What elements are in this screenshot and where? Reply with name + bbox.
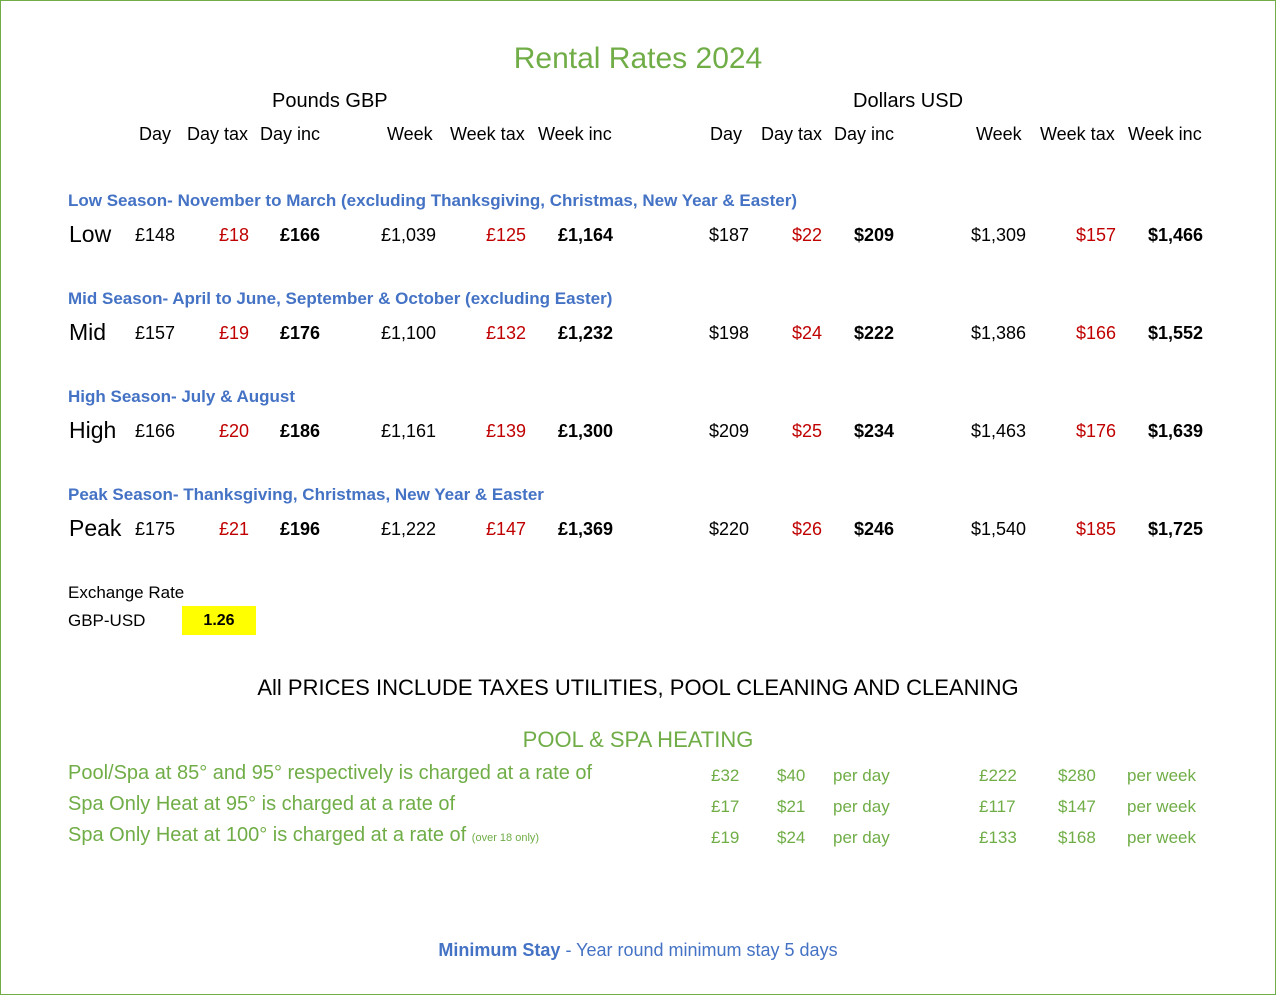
rate-cell-gbp-week: £1,039 (381, 225, 437, 245)
heating-week-gbp: £222 (979, 766, 1017, 785)
season-label-high: High (69, 417, 117, 443)
season-heading-low: Low Season- November to March (excluding Thanksgiving, Christmas, New Year & Easter) (68, 191, 797, 210)
heating-week-usd: $280 (1058, 766, 1096, 785)
rate-cell-gbp-week-inc: £1,369 (558, 519, 614, 539)
rate-cell-gbp-week-tax: £147 (486, 519, 527, 539)
season-label-peak: Peak (69, 515, 122, 541)
col-header-usd-day-inc: Day inc (834, 124, 895, 144)
season-label-mid: Mid (69, 319, 107, 345)
rate-cell-gbp-week: £1,100 (381, 323, 437, 343)
page-title: Rental Rates 2024 (513, 42, 763, 75)
heating-row-desc: Spa Only Heat at 100° is charged at a rate of (over 18 only) (68, 824, 540, 846)
rate-cell-gbp-day-tax: £19 (219, 323, 250, 343)
rate-cell-gbp-week-inc: £1,164 (558, 225, 614, 245)
rate-cell-usd-week-inc: $1,639 (1148, 421, 1204, 441)
rate-cell-gbp-day: £175 (135, 519, 176, 539)
col-header-usd-day: Day (710, 124, 743, 144)
rate-cell-usd-day-tax: $22 (792, 225, 823, 245)
heating-week-usd: $168 (1058, 828, 1096, 847)
rate-cell-gbp-week: £1,161 (381, 421, 437, 441)
rate-cell-usd-week-inc: $1,552 (1148, 323, 1204, 343)
rate-cell-gbp-day-inc: £186 (280, 421, 321, 441)
exchange-pair-label: GBP-USD (68, 611, 146, 630)
minimum-stay-note: Minimum Stay - Year round minimum stay 5 days (438, 940, 838, 960)
rate-cell-gbp-week: £1,222 (381, 519, 437, 539)
col-header-usd-week: Week (976, 124, 1022, 144)
rate-cell-gbp-day-tax: £18 (219, 225, 250, 245)
heating-per-week-label: per week (1127, 797, 1196, 816)
rate-cell-usd-week: $1,463 (971, 421, 1027, 441)
rate-cell-gbp-day-inc: £176 (280, 323, 321, 343)
rate-cell-usd-day: $220 (709, 519, 750, 539)
rate-cell-gbp-week-inc: £1,300 (558, 421, 614, 441)
rate-cell-usd-week-tax: $157 (1076, 225, 1117, 245)
col-header-gbp-day-inc: Day inc (260, 124, 321, 144)
col-header-gbp-day-tax: Day tax (187, 124, 249, 144)
rate-cell-usd-day-tax: $24 (792, 323, 823, 343)
rate-cell-usd-day: $187 (709, 225, 750, 245)
currency-header-usd: Dollars USD (853, 90, 964, 112)
season-heading-high: High Season- July & August (68, 387, 296, 406)
rate-cell-usd-week: $1,386 (971, 323, 1027, 343)
col-header-usd-week-inc: Week inc (1128, 124, 1202, 144)
rate-cell-gbp-week-tax: £139 (486, 421, 527, 441)
rate-cell-gbp-week-inc: £1,232 (558, 323, 614, 343)
heating-row-desc: Spa Only Heat at 95° is charged at a rate of (68, 793, 456, 815)
col-header-usd-day-tax: Day tax (761, 124, 823, 144)
heating-per-day-label: per day (833, 828, 890, 847)
exchange-rate-value: 1.26 (182, 606, 256, 635)
season-heading-mid: Mid Season- April to June, September & October (excluding Easter) (68, 289, 613, 308)
col-header-gbp-day: Day (139, 124, 172, 144)
rate-cell-usd-day-inc: $222 (854, 323, 895, 343)
all-prices-note: All PRICES INCLUDE TAXES UTILITIES, POOL CLEANING AND CLEANING (257, 675, 1019, 700)
heating-per-week-label: per week (1127, 766, 1196, 785)
rate-cell-usd-week-tax: $176 (1076, 421, 1117, 441)
heating-day-gbp: £19 (711, 828, 740, 847)
exchange-rate-label: Exchange Rate (68, 583, 185, 602)
heating-day-usd: $40 (777, 766, 806, 785)
rate-cell-gbp-day-inc: £166 (280, 225, 321, 245)
heating-day-usd: $21 (777, 797, 806, 816)
col-header-gbp-week: Week (387, 124, 433, 144)
col-header-gbp-week-inc: Week inc (538, 124, 612, 144)
rate-cell-gbp-day-tax: £20 (219, 421, 250, 441)
rate-cell-usd-day-inc: $234 (854, 421, 895, 441)
rate-cell-usd-day: $209 (709, 421, 750, 441)
rate-cell-gbp-day: £166 (135, 421, 176, 441)
heating-day-usd: $24 (777, 828, 806, 847)
rate-cell-usd-week-inc: $1,466 (1148, 225, 1204, 245)
heating-per-day-label: per day (833, 766, 890, 785)
heating-day-gbp: £17 (711, 797, 740, 816)
rate-cell-usd-week-inc: $1,725 (1148, 519, 1204, 539)
rate-cell-gbp-day-tax: £21 (219, 519, 250, 539)
season-heading-peak: Peak Season- Thanksgiving, Christmas, New Year & Easter (68, 485, 544, 504)
rate-cell-usd-day-inc: $209 (854, 225, 895, 245)
heating-per-week-label: per week (1127, 828, 1196, 847)
col-header-usd-week-tax: Week tax (1040, 124, 1115, 144)
heating-week-gbp: £133 (979, 828, 1017, 847)
heating-title: POOL & SPA HEATING (522, 727, 754, 752)
rate-cell-usd-week-tax: $166 (1076, 323, 1117, 343)
heating-week-usd: $147 (1058, 797, 1096, 816)
rate-cell-gbp-week-tax: £125 (486, 225, 527, 245)
rate-cell-usd-day: $198 (709, 323, 750, 343)
heating-row-desc: Pool/Spa at 85° and 95° respectively is charged at a rate of (68, 762, 593, 784)
rate-cell-gbp-day-inc: £196 (280, 519, 321, 539)
col-header-gbp-week-tax: Week tax (450, 124, 525, 144)
rate-cell-usd-week: $1,540 (971, 519, 1027, 539)
rate-cell-gbp-day: £148 (135, 225, 176, 245)
rate-cell-gbp-day: £157 (135, 323, 176, 343)
heating-per-day-label: per day (833, 797, 890, 816)
rate-cell-usd-week: $1,309 (971, 225, 1027, 245)
season-label-low: Low (69, 221, 112, 247)
rate-cell-usd-day-tax: $26 (792, 519, 823, 539)
rate-cell-usd-week-tax: $185 (1076, 519, 1117, 539)
rate-cell-usd-day-inc: $246 (854, 519, 895, 539)
heating-day-gbp: £32 (711, 766, 740, 785)
currency-header-gbp: Pounds GBP (272, 90, 388, 112)
heating-week-gbp: £117 (979, 797, 1016, 816)
rate-cell-gbp-week-tax: £132 (486, 323, 527, 343)
rate-cell-usd-day-tax: $25 (792, 421, 823, 441)
